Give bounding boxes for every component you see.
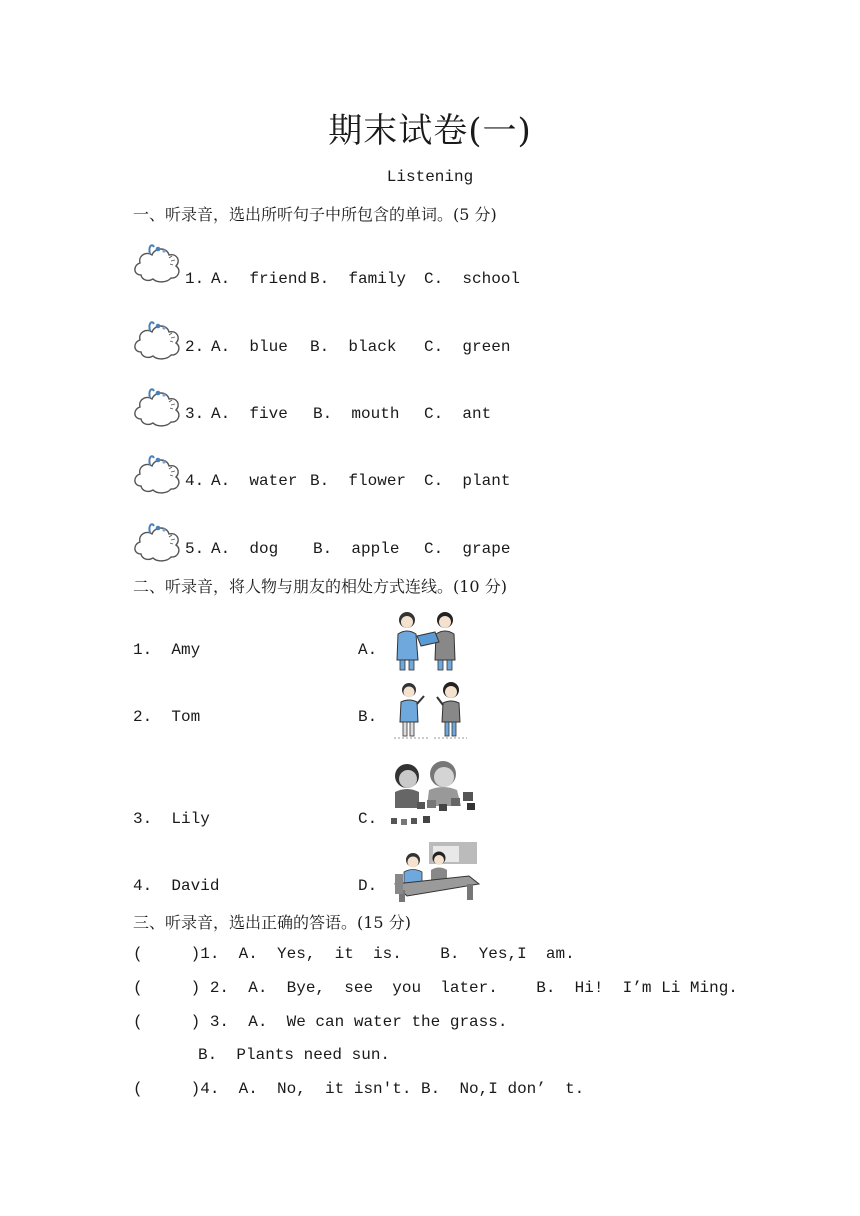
option-c: C. grape xyxy=(424,540,511,558)
item-number: 1. xyxy=(185,270,205,288)
section3-heading: 三、听录音，选出正确的答语。(15 分) xyxy=(133,913,411,932)
question-line: ( ) 2. A. Bye, see you later. B. Hi! I’m Li Ming. xyxy=(133,979,738,997)
listening-cloud-icon xyxy=(131,241,183,287)
item-number: 2. xyxy=(185,338,205,356)
kids-at-desk-picture xyxy=(389,840,481,902)
person-name: 1. Amy xyxy=(133,641,201,659)
option-a: A. friend xyxy=(211,270,308,288)
option-b: B. flower xyxy=(310,472,407,490)
option-b: B. mouth xyxy=(313,405,400,423)
option-a: A. dog xyxy=(211,540,279,558)
person-name: 3. Lily xyxy=(133,810,210,828)
option-c: C. green xyxy=(424,338,511,356)
kids-sharing-picture xyxy=(389,608,463,672)
person-name: 2. Tom xyxy=(133,708,201,726)
page-subtitle: Listening xyxy=(386,168,474,186)
option-a: A. blue xyxy=(211,338,288,356)
option-letter: C. xyxy=(358,810,378,828)
item-number: 4. xyxy=(185,472,205,490)
listening-cloud-icon xyxy=(131,385,183,431)
option-b: B. apple xyxy=(313,540,400,558)
listening-cloud-icon xyxy=(131,520,183,566)
item-number: 3. xyxy=(185,405,205,423)
listening-cloud-icon xyxy=(131,318,183,364)
option-b: B. black xyxy=(310,338,397,356)
person-name: 4. David xyxy=(133,877,220,895)
page-title: 期末试卷(一) xyxy=(328,111,532,151)
section2-heading: 二、听录音，将人物与朋友的相处方式连线。(10 分) xyxy=(133,577,507,596)
option-a: A. water xyxy=(211,472,298,490)
question-line: B. Plants need sun. xyxy=(198,1046,391,1064)
item-number: 5. xyxy=(185,540,205,558)
option-c: C. ant xyxy=(424,405,492,423)
option-letter: D. xyxy=(358,877,378,895)
question-line: ( )4. A. No, it isn't. B. No,I don’ t. xyxy=(133,1080,585,1098)
option-letter: B. xyxy=(358,708,378,726)
option-c: C. plant xyxy=(424,472,511,490)
option-c: C. school xyxy=(424,270,521,288)
listening-cloud-icon xyxy=(131,452,183,498)
option-a: A. five xyxy=(211,405,288,423)
option-b: B. family xyxy=(310,270,407,288)
kids-playing-blocks-picture xyxy=(387,758,479,828)
question-line: ( )1. A. Yes, it is. B. Yes,I am. xyxy=(133,945,575,963)
section1-heading: 一、听录音，选出所听句子中所包含的单词。(5 分) xyxy=(133,205,497,224)
kids-waving-picture xyxy=(389,680,469,740)
option-letter: A. xyxy=(358,641,378,659)
question-line: ( ) 3. A. We can water the grass. xyxy=(133,1013,508,1031)
